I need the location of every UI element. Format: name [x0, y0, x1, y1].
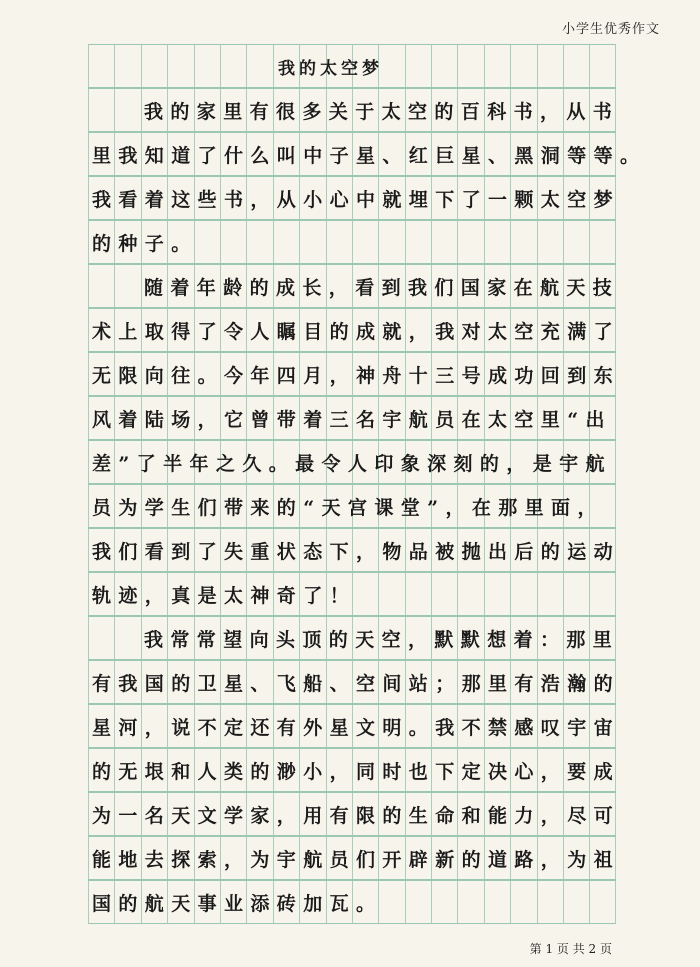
page-header: 小学生优秀作文 [561, 22, 660, 37]
essay-line: 术上取得了令人瞩目的成就，我对太空充满了 [92, 320, 621, 343]
grid-row [88, 660, 621, 704]
grid-row [88, 88, 620, 132]
essay-line: 轨迹，真是太神奇了！ [92, 584, 357, 607]
grid-row [88, 396, 616, 440]
grid-row [88, 572, 616, 616]
grid-row [88, 440, 616, 484]
essay-line: 的无垠和人类的渺小，同时也下定决心，要成 [92, 760, 621, 783]
grid-row [88, 704, 621, 748]
grid-row [88, 748, 621, 792]
essay-line: 无限向往。今年四月，神舟十三号成功回到东 [92, 364, 621, 387]
essay-line: 我的家里有很多关于太空的百科书，从书 [144, 100, 620, 123]
grid-row [88, 484, 616, 528]
grid-row [88, 264, 620, 308]
essay-line: 里我知道了什么叫中子星、红巨星、黑洞等等。 [92, 144, 647, 167]
essay-line: 为一名天文学家，用有限的生命和能力，尽可 [92, 804, 621, 827]
essay-line: 员为学生们带来的“天宫课堂”，在那里面， [92, 496, 604, 519]
grid-row-title [88, 44, 616, 88]
essay-line: 随着年龄的成长，看到我们国家在航天技 [144, 276, 620, 299]
essay-line: 的种子。 [92, 232, 198, 255]
grid-row [88, 836, 621, 880]
grid-row [88, 132, 647, 176]
essay-line: 风着陆场，它曾带着三名宇航员在太空里“出 [92, 408, 612, 431]
grid-row [88, 528, 621, 572]
essay-line: 星河，说不定还有外星文明。我不禁感叹宇宙 [92, 716, 621, 739]
essay-line: 差”了半年之久。最令人印象深刻的，是宇航 [92, 452, 612, 475]
essay-line: 我们看到了失重状态下，物品被抛出后的运动 [92, 540, 621, 563]
page-number: 第 1 页 共 2 页 [529, 942, 612, 956]
grid-row [88, 352, 621, 396]
essay-line: 能地去探索，为宇航员们开辟新的道路，为祖 [92, 848, 621, 871]
essay-title: 我的太空梦 [278, 58, 383, 79]
grid-row [88, 880, 616, 924]
grid-row [88, 792, 621, 836]
grid-row [88, 176, 621, 220]
essay-line: 我看着这些书，从小心中就埋下了一颗太空梦 [92, 188, 621, 211]
essay-line: 国的航天事业添砖加瓦。 [92, 892, 383, 915]
grid-row [88, 308, 621, 352]
composition-grid [88, 44, 647, 924]
grid-row [88, 220, 616, 264]
essay-line: 我常常望向头顶的天空，默默想着：那里 [144, 628, 620, 651]
grid-row [88, 616, 620, 660]
essay-line: 有我国的卫星、飞船、空间站；那里有浩瀚的 [92, 672, 621, 695]
